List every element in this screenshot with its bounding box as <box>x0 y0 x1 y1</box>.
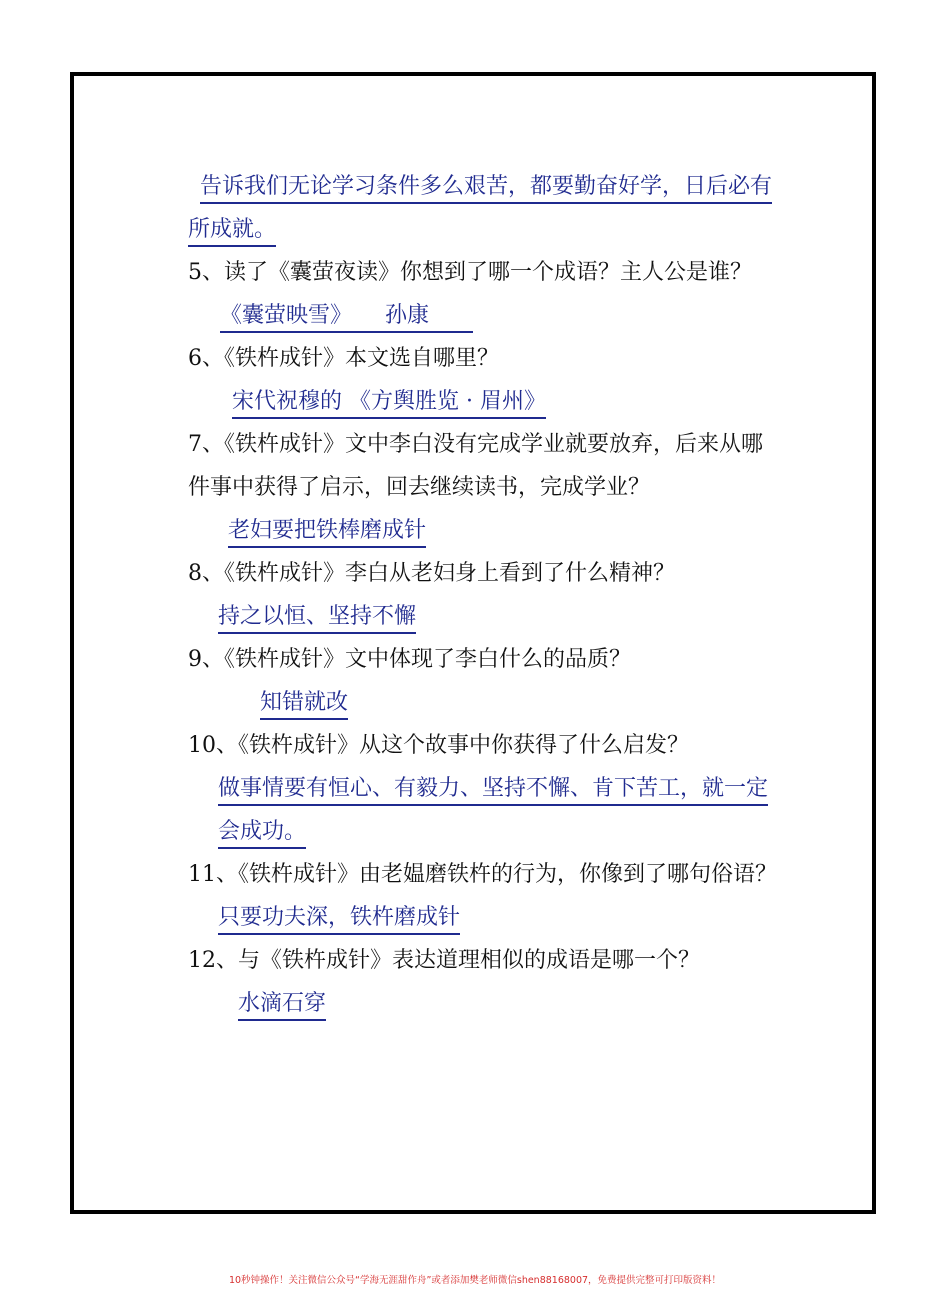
answer-text: 《囊萤映雪》 孙康 <box>220 303 473 333</box>
answer-line <box>188 982 788 1025</box>
answer-line <box>188 208 788 251</box>
answer-line <box>188 380 788 423</box>
answer-line <box>188 896 788 939</box>
question-line <box>188 638 788 681</box>
footer-notice: 10秒钟操作！关注微信公众号“学海无涯甜作舟”或者添加樊老师微信shen88168007，免费提供完整可打印版资料！ <box>228 1275 722 1286</box>
question-text: 7、《铁杵成针》文中李白没有完成学业就要放弃，后来从哪 <box>188 432 763 457</box>
answer-text: 告诉我们无论学习条件多么艰苦，都要勤奋好学，日后必有 <box>200 174 772 204</box>
answer-line <box>188 681 788 724</box>
answer-text: 做事情要有恒心、有毅力、坚持不懈、肯下苦工，就一定 <box>218 776 768 806</box>
question-text: 11、《铁杵成针》由老媪磨铁杵的行为，你像到了哪句俗语？ <box>188 862 777 887</box>
answer-text: 水滴石穿 <box>238 991 326 1021</box>
question-text: 件事中获得了启示，回去继续读书，完成学业？ <box>188 475 651 500</box>
answer-text: 会成功。 <box>218 819 306 849</box>
question-line <box>188 337 788 380</box>
question-line <box>188 251 788 294</box>
question-line <box>188 724 788 767</box>
answer-line <box>188 165 788 208</box>
answer-line <box>188 767 788 810</box>
question-line <box>188 466 788 509</box>
answer-text: 持之以恒、坚持不懈 <box>218 604 416 634</box>
question-line <box>188 853 788 896</box>
answer-text: 老妇要把铁棒磨成针 <box>228 518 426 548</box>
answer-line <box>188 810 788 853</box>
worksheet-content <box>188 165 788 1025</box>
answer-text: 知错就改 <box>260 690 348 720</box>
answer-line <box>188 595 788 638</box>
question-text: 6、《铁杵成针》本文选自哪里？ <box>188 346 499 371</box>
question-line <box>188 939 788 982</box>
answer-text: 宋代祝穆的 《方舆胜览 · 眉州》 <box>232 389 546 419</box>
answer-line <box>188 509 788 552</box>
question-text: 9、《铁杵成针》文中体现了李白什么的品质？ <box>188 647 631 672</box>
question-text: 12、与《铁杵成针》表达道理相似的成语是哪一个？ <box>188 948 700 973</box>
question-line <box>188 552 788 595</box>
answer-text: 所成就。 <box>188 217 276 247</box>
answer-text: 只要功夫深，铁杵磨成针 <box>218 905 460 935</box>
question-line <box>188 423 788 466</box>
answer-line <box>188 294 788 337</box>
question-text: 10、《铁杵成针》从这个故事中你获得了什么启发？ <box>188 733 689 758</box>
question-text: 8、《铁杵成针》李白从老妇身上看到了什么精神？ <box>188 561 675 586</box>
question-text: 5、读了《囊萤夜读》你想到了哪一个成语？主人公是谁？ <box>188 260 752 285</box>
